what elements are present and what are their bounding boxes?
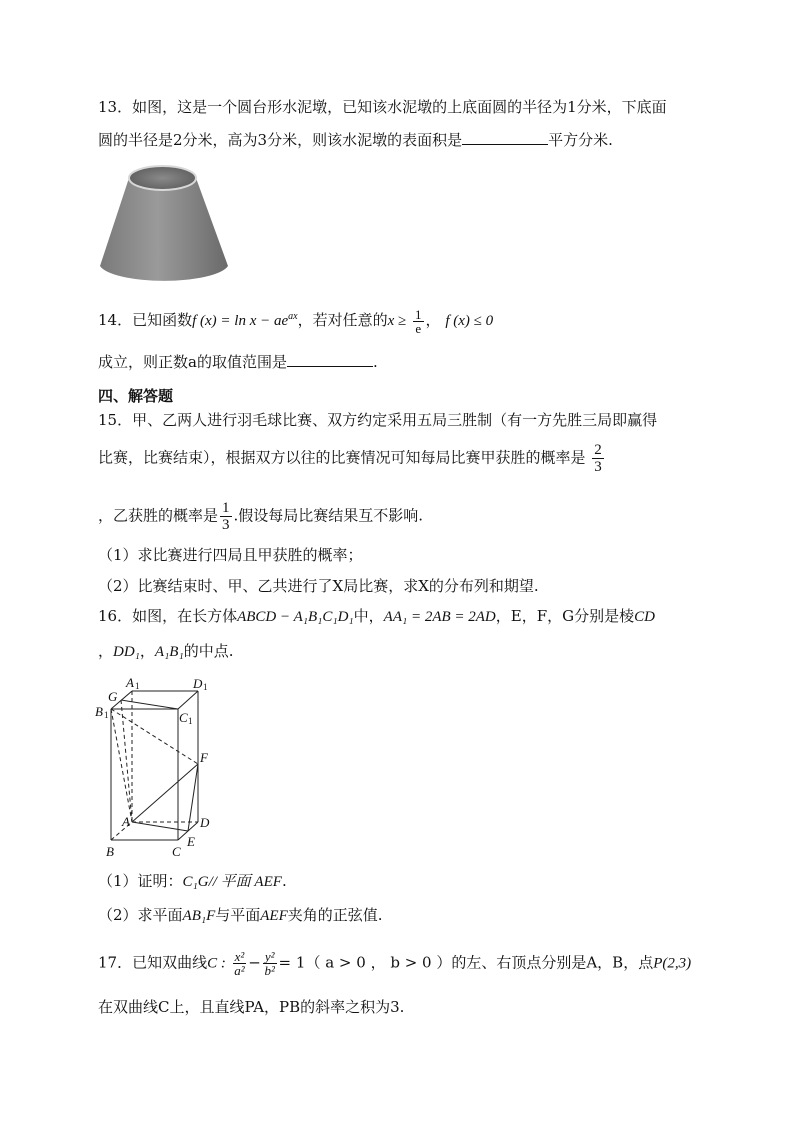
q14-function: f (x) = ln x − ae bbox=[192, 313, 289, 329]
label-G: G bbox=[108, 689, 118, 704]
label-B: B bbox=[106, 844, 114, 859]
q17-line2: 在双曲线C上，且直线PA，PB的斜率之积为3. bbox=[98, 998, 405, 1016]
frustum-side bbox=[100, 178, 228, 281]
svg-text:1: 1 bbox=[203, 682, 208, 692]
q15-sub1: （1）求比赛进行四局且甲获胜的概率； bbox=[98, 546, 363, 564]
q17-fraction-y: $\frac{\text{y²}}{\text{b²}}$ bbox=[264, 949, 275, 978]
q14-condition: f (x) ≤ 0 bbox=[445, 313, 494, 329]
q16-line2: ，DD₁，A₁B₁的中点. bbox=[98, 642, 234, 660]
label-F: F bbox=[200, 750, 208, 765]
label-A1: A bbox=[126, 675, 134, 690]
q15-line3: ，乙获胜的概率是 $\frac{1}{3}$ .假设每局比赛结果互不影响. bbox=[98, 500, 424, 533]
q15-fraction-1-3: $\frac{1}{3}$ bbox=[222, 500, 230, 533]
frustum-figure bbox=[92, 160, 238, 290]
q16-sub1: （1）证明：C₁G// 平面 AEF. bbox=[98, 872, 287, 890]
q14-xge: x ≥ bbox=[387, 313, 407, 329]
q15-line1: 15．甲、乙两人进行羽毛球比赛、双方约定采用五局三胜制（有一方先胜三局即赢得 bbox=[98, 411, 658, 429]
q14-line2: 成立，则正数a的取值范围是 . bbox=[98, 353, 378, 371]
q17-line1: 17．已知双曲线C : $\frac{\text{x²}}{\text{a²}}$ − $\frac{\text{y²}}{\text{b²}}$ = 1（ a > 0 ， b > 0 ）的左、右顶点分别是A，B，点P(2,3) bbox=[98, 949, 692, 978]
label-E: E bbox=[187, 834, 195, 849]
q13-line2 bbox=[98, 130, 613, 150]
cuboid-figure bbox=[92, 674, 222, 864]
q15-fraction-2-3: $\frac{2}{3}$ bbox=[594, 442, 602, 475]
svg-text:1: 1 bbox=[135, 681, 140, 691]
q14-fraction: $\frac{1}{e}$ bbox=[415, 306, 422, 336]
label-D1: D bbox=[193, 676, 203, 691]
q16-line1: 16．如图，在长方体ABCD − A₁B₁C₁D₁中，AA₁ = 2AB = 2AD，E，F，G分别是棱CD bbox=[98, 607, 655, 625]
q14-exponent: ax bbox=[288, 311, 298, 322]
q14-line1: 14．已知函数f $(x) = \ln x - ae^{ax}$，若对任意的x ≥ $\frac{1}{e}$ ， f (x) ≤ 0 bbox=[98, 306, 494, 336]
q13-unit: 平方分米. bbox=[548, 131, 613, 149]
answer-blank-14 bbox=[287, 352, 373, 367]
label-C1: C bbox=[179, 710, 188, 725]
answer-blank-13 bbox=[462, 130, 548, 145]
svg-text:1: 1 bbox=[188, 716, 193, 726]
q16-sub2: （2）求平面AB₁F与平面AEF夹角的正弦值. bbox=[98, 906, 383, 924]
label-D: D bbox=[200, 815, 210, 830]
q13-text: 圆的半径是2分米，高为3分米，则该水泥墩的表面积是 bbox=[98, 131, 463, 149]
label-C: C bbox=[172, 844, 181, 859]
svg-text:1: 1 bbox=[104, 710, 109, 720]
frustum-top bbox=[129, 166, 196, 190]
q14-prefix: 14．已知函数 bbox=[98, 311, 193, 329]
q14-text: 成立，则正数a的取值范围是 bbox=[98, 353, 287, 371]
q17-fraction-x: $\frac{\text{x²}}{\text{a²}}$ bbox=[234, 949, 245, 978]
q14-mid: ，若对任意的 bbox=[297, 311, 388, 329]
label-A: A bbox=[122, 814, 130, 829]
q13-line1: 13．如图，这是一个圆台形水泥墩，已知该水泥墩的上底面圆的半径为1分米，下底面 bbox=[98, 98, 667, 116]
q15-sub2: （2）比赛结束时、甲、乙共进行了X局比赛，求X的分布列和期望. bbox=[98, 577, 539, 595]
label-B1: B bbox=[95, 704, 103, 719]
section-heading: 四、解答题 bbox=[98, 387, 174, 405]
q15-line2: 比赛，比赛结束），根据双方以往的比赛情况可知每局比赛甲获胜的概率是 $\frac{2}{3}$ bbox=[98, 442, 602, 475]
